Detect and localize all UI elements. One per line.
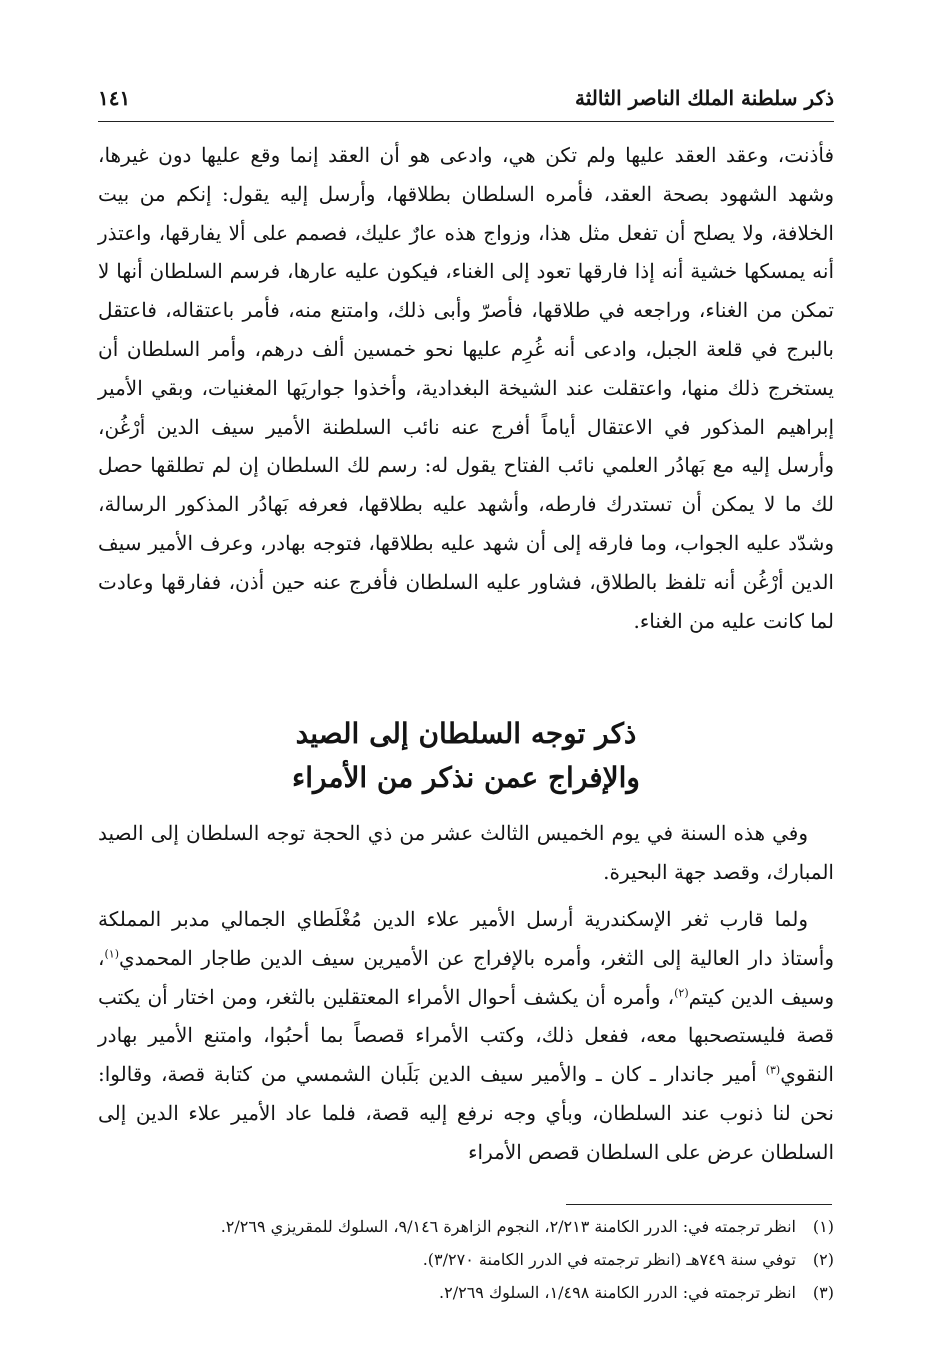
body-paragraph-1: فأذنت، وعقد العقد عليها ولم تكن هي، وادعى هو أن العقد إنما وقع عليها دون غيرها، وشهد الشهود بصحة العقد، فأمره السلطان بطلاقها، وأرسل إليه يقول: إنكم من بيت الخلافة، ولا يصلح أن تفعل مثل هذا، وزواج هذه عارٌ عليك، فصمم على ألا يفارقها، واعتذر أنه يمسكها خشية أنه إذا فارقها تعود إلى الغناء، فيكون عليه عارها، فرسم السلطان أنها لا تمكن من الغناء، وراجعه في طلاقها، فأصرّ وأبى ذلك، وامتنع منه، فأمر باعتقاله، فاعتقل بالبرج في قلعة الجبل، وادعى أنه غُرِم عليها نحو خمسين ألف درهم، وأمر السلطان أن يستخرج ذلك منها، واعتقلت عند الشيخة البغدادية، وأخذوا جواريَها المغنيات، وبقي الأمير إبراهيم المذكور في الاعتقال أياماً أفرج عنه نائب السلطنة الأمير سيف الدين أرْغُن، وأرسل إليه مع بَهادُر العلمي نائب الفتاح يقول له: رسم لك السلطان إن لم تطلقها حصل لك ما لا يمكن أن تستدرك فارطه، وأشهد عليه بطلاقها، فعرفه بَهادُر المذكور الرسالة، وشدّد عليه الجواب، وما فارقه إلى أن شهد عليه بطلاقها، فتوجه بهادر، وعرف الأمير سيف الدين أرْغُن أنه تلفظ بالطلاق، فشاور عليه السلطان فأفرج عنه حين أذن، ففارقها وعادت لما كانت عليه من الغناء.	[98, 143, 834, 633]
footnote-divider	[566, 1204, 832, 1205]
footnote-2	[98, 1243, 834, 1276]
footnote-text: انظر ترجمته في: الدرر الكامنة ٢/٢١٣، النجوم الزاهرة ٩/١٤٦، السلوك للمقريزي ٢/٢٦٩.	[220, 1217, 796, 1236]
paragraph-3-text-a: ولما قارب ثغر الإسكندرية أرسل الأمير علاء الدين مُغْلَطاي الجمالي مدبر المملكة وأستاذ دار العالية إلى الثغر، وأمره بالإفراج عن الأميرين سيف الدين طاجار المحمدي	[98, 907, 834, 970]
section-heading-line-2: والإفراج عمن نذكر من الأمراء	[292, 761, 640, 794]
paragraph-3-text-b: ، وسيف الدين كيتم	[98, 945, 834, 1009]
footnote-3	[98, 1276, 834, 1309]
section-heading-line-1: ذكر توجه السلطان إلى الصيد	[295, 717, 637, 750]
header-divider	[98, 121, 834, 122]
footnote-text: انظر ترجمته في: الدرر الكامنة ١/٤٩٨، السلوك ٢/٢٦٩.	[439, 1283, 796, 1302]
footnote-ref-1: (١)	[104, 947, 119, 961]
body-paragraph-2: وفي هذه السنة في يوم الخميس الثالث عشر من ذي الحجة توجه السلطان إلى الصيد المبارك، وقصد جهة البحيرة.	[98, 821, 834, 884]
footnote-text: توفي سنة ٧٤٩هـ (انظر ترجمته في الدرر الكامنة ٣/٢٧٠).	[422, 1250, 796, 1269]
page-number: ١٤١	[98, 86, 131, 110]
paragraph-3-text-d: أمير جاندار ـ كان ـ والأمير سيف الدين بَلَبان الشمسي من كتابة قصة، وقالوا: نحن لنا ذنوب عند السلطان، وبأي وجه نرفع إليه قصة، فلما عاد الأمير علاء الدين إلى السلطان عرض على السلطان قصص الأمراء	[98, 1062, 835, 1164]
footnote-marker: (٢)	[812, 1250, 834, 1269]
footnotes	[98, 1210, 834, 1309]
running-header	[98, 82, 834, 114]
paragraph-3-text-c: ، وأمره أن يكشف أحوال الأمراء المعتقلين بالثغر، ومن اختار أن يكتب قصة فليستصحبها معه، ففعل ذلك، وكتب الأمراء قصصاً بما أحبُوا، وامتنع الأمير بهادر النقوي	[98, 984, 834, 1087]
footnote-marker: (٣)	[812, 1283, 834, 1302]
footnote-ref-3: (٣)	[765, 1063, 781, 1077]
footnote-ref-2: (٢)	[674, 985, 689, 999]
running-title: ذكر سلطنة الملك الناصر الثالثة	[575, 86, 834, 110]
body-paragraph-3	[98, 900, 834, 1172]
footnote-marker: (١)	[812, 1217, 834, 1236]
footnote-1	[98, 1210, 834, 1243]
